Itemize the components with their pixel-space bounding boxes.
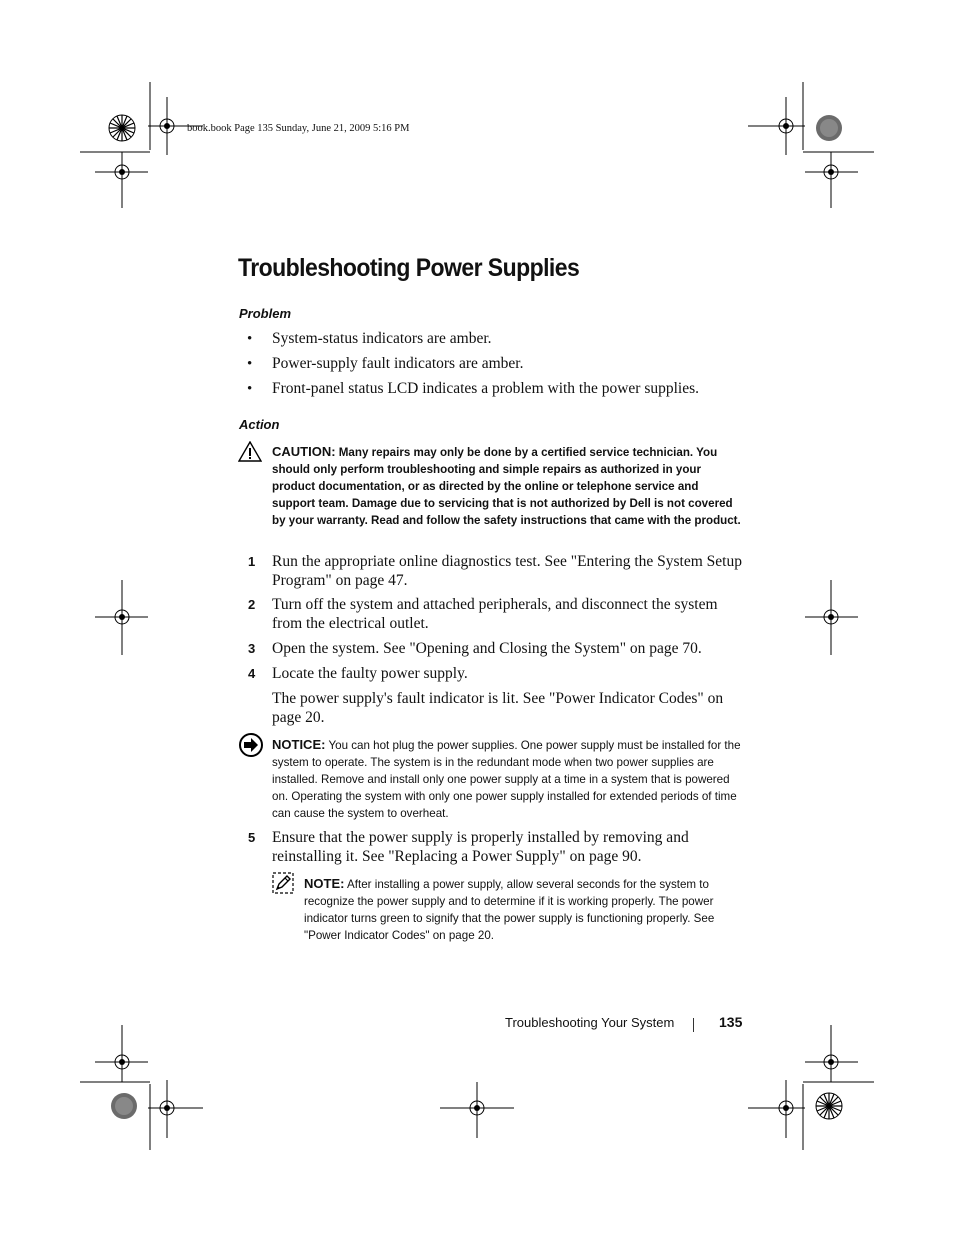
caution-text: Many repairs may only be done by a certified service technician. You should only perform troubleshooting and simple repairs as authorized in your product documentation, or as directed by the online or telephone service and support team. Damage due to servicing that is not authorized by Dell is not covered by your warranty. Read and follow the safety instructions that came with the product. [272,446,741,527]
step-text: Ensure that the power supply is properly installed by removing and reinstalling it. See "Replacing a Power Supply" on page 90. [272,829,689,865]
bullet-glyph: • [247,381,253,397]
problem-heading: Problem [239,306,292,321]
notice-label: NOTICE: [272,737,326,752]
step-text: Locate the faulty power supply. [272,665,468,682]
step-number: 5 [248,830,256,845]
caution-block [272,443,742,529]
action-heading: Action [239,417,280,432]
note-block [304,875,739,944]
step-detail: The power supply's fault indicator is lit. See "Power Indicator Codes" on page 20. [272,690,724,726]
step-number: 2 [248,597,256,612]
footer-divider [693,1018,694,1032]
step-text: Run the appropriate online diagnostics test. See "Entering the System Setup Program" on page 47. [272,553,742,589]
problem-item: System-status indicators are amber. [272,330,492,347]
warning-triangle-icon [238,441,262,462]
caution-label: CAUTION: [272,444,336,459]
step-number: 4 [248,666,256,681]
step-number: 3 [248,641,256,656]
note-text: After installing a power supply, allow several seconds for the system to recognize the power supply and to determine if it is working properly. The power indicator turns green to signify that the power supply is functioning properly. See "Power Indicator Codes" on page 20. [304,878,715,942]
page-number: 135 [719,1014,743,1030]
notice-text: You can hot plug the power supplies. One power supply must be installed for the system to operate. The system is in the redundant mode when two power supplies are installed. Remove and install only one power supply at a time in a system that is powered on. Operating the system with only one power supply installed for extended periods of time can cause the system to overheat. [272,739,741,820]
problem-item: Power-supply fault indicators are amber. [272,355,524,372]
bullet-glyph: • [247,356,253,372]
note-pencil-icon [272,872,294,894]
bullet-glyph: • [247,331,253,347]
step-number: 1 [248,554,256,569]
note-label: NOTE: [304,876,345,891]
print-header-stamp: book.book Page 135 Sunday, June 21, 2009 5:16 PM [187,123,410,134]
page-title: Troubleshooting Power Supplies [238,254,580,282]
problem-item: Front-panel status LCD indicates a problem with the power supplies. [272,380,700,397]
notice-block [272,736,742,822]
notice-arrow-icon [239,733,263,757]
step-text: Turn off the system and attached peripherals, and disconnect the system from the electrical outlet. [272,596,718,632]
step-text: Open the system. See "Opening and Closing the System" on page 70. [272,640,702,657]
footer-section-title: Troubleshooting Your System [505,1015,675,1030]
